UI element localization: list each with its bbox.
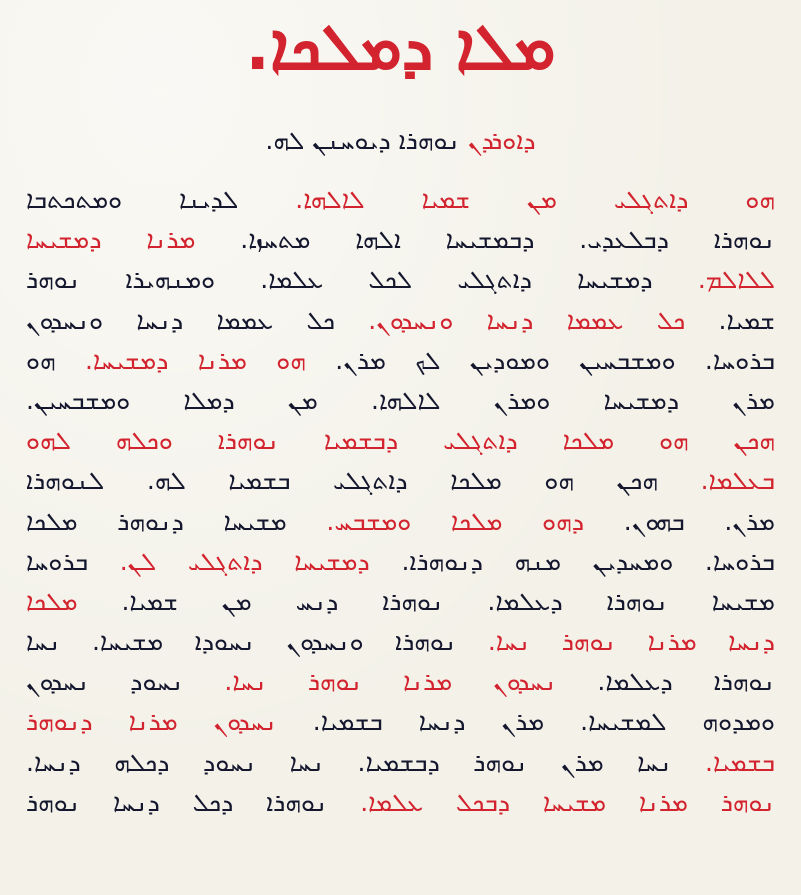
text-line — [26, 341, 775, 381]
text-line — [26, 381, 775, 421]
text-line — [26, 783, 775, 823]
rubric-segment: ܟܠ ܥܡܡܐ ܕܢܚܐ ܘܢܚܕܘܢ. — [368, 305, 686, 335]
text-line — [26, 582, 775, 622]
subtitle-rubric: ܕܐܘܪܕܢ — [467, 126, 536, 155]
text-segment: ܢܚܐ ܡܪܢ ܢܘܗܪ ܕܒܫܡܝܐ. ܢܚܐ ܢܚܘܕ ܕܟܠܗ ܕܢܚܐ. — [26, 747, 672, 777]
text-line — [26, 743, 775, 783]
text-segment: ܠܕܝܢܐ ܘܡܬܟܬܒܐ — [26, 185, 239, 214]
text-segment: ܢܚܘܕ ܢܚܕܘܢ — [26, 667, 184, 697]
rubric-segment: ܢܚܕܘܢ ܡܪܢܐ ܕܢܘܗܪ — [26, 707, 277, 737]
text-segment: ܒܪܘܚܐ. ܘܡܫܒܚܝܢ ܘܡܘܕܝܢ ܠܟ ܡܪܢ. — [335, 345, 775, 375]
text-segment: ܢܘܗܪܐ ܕܟܠ ܕܢܚܐ ܢܘܗܪ — [26, 787, 328, 817]
text-line — [26, 301, 775, 341]
rubric-segment: ܡܠܟܐ — [26, 586, 78, 616]
text-segment: ܢܘܗܪܐ ܕܒܠܥܕܝ. ܕܒܡܫܝܚܐ ܐܠܗܐ ܡܬܚܙܐ. — [240, 225, 775, 255]
text-segment: ܢܘܗܪܐ ܕܥܠܡܐ. — [597, 667, 775, 697]
text-segment: ܢܘܗܪܐ ܘܢܚܕܘܢ ܢܚܘܕܐ ܡܫܝܚܐ. ܢܚܐ — [26, 627, 457, 657]
subtitle-text: ܢܘܗܪܐ ܕܝܘܚܢܢ ܠܗ. — [265, 126, 460, 155]
text-segment: ܡܫܝܚܐ ܕܢܘܗܪ ܡܠܟܐ — [26, 506, 287, 536]
rubric-segment: ܢܚܕܘܢ ܡܪܢܐ ܢܘܗܪ ܢܚܐ. — [224, 667, 557, 697]
text-line — [26, 622, 775, 662]
text-line — [26, 662, 775, 702]
text-body — [26, 180, 775, 823]
text-line — [26, 461, 775, 501]
text-segment: ܫܡܝܐ. — [718, 305, 775, 335]
rubric-segment: ܒܫܡܝܐ. — [705, 747, 775, 777]
rubric-segment: ܠܠܐܠܡ. — [697, 265, 775, 295]
text-segment: ܘܡܕܘܗ ܠܡܫܝܚܐ. ܡܪܢ ܕܢܚܐ ܒܫܡܝܐ. — [312, 707, 775, 737]
text-segment: ܒܪܘܚܐ — [26, 546, 89, 576]
rubric-segment: ܒܥܠܡܐ. — [700, 466, 775, 496]
text-line — [26, 180, 775, 220]
page-title: ܡܠܐ ܕܡܠܟܐ. — [245, 11, 556, 85]
text-segment: ܡܪܢ ܕܡܫܝܚܐ ܘܡܪܢ ܠܐܠܗܐ. ܡܢ ܕܡܠܐ ܘܡܫܒܚܝܢ. — [26, 385, 775, 415]
rubric-segment: ܢܘܗܪ ܡܪܢܐ ܡܫܝܚܐ ܕܒܟܠ ܥܠܡܐ. — [360, 787, 775, 817]
text-segment: ܡܪܢ. ܒܗܘܢ. — [623, 506, 775, 536]
rubric-segment: ܕܡܫܝܚܐ ܕܐܬܓܠܝ ܠܢ. — [119, 546, 370, 576]
text-line — [26, 220, 775, 260]
text-segment: ܗܘ — [26, 345, 56, 375]
text-line — [26, 502, 775, 542]
rubric-segment: ܗܘ ܡܪܢܐ ܕܡܫܝܚܐ. — [84, 345, 306, 375]
text-segment: ܗܟܢ ܗܘ ܡܠܟܐ ܕܐܬܓܠܝ ܒܫܡܝܐ ܠܗ. ܠܢܘܗܪܐ — [26, 466, 658, 496]
text-segment: ܒܪܘܚܐ. ܘܡܚܕܝܢ ܡܢܗ ܕܢܘܗܪܐ. — [401, 546, 775, 576]
rubric-segment: ܗܟܢ ܗܘ ܡܠܟܐ ܕܐܬܓܠܝ ܕܒܫܡܝܐ ܢܘܗܪܐ ܘܟܠܗ ܠܗܘ — [26, 426, 775, 456]
text-segment: ܟܠ ܥܡܡܐ ܕܢܚܐ ܘܢܚܕܘܢ — [26, 305, 335, 335]
subtitle — [0, 124, 801, 158]
text-line — [26, 421, 775, 461]
rubric-segment: ܕܢܚܐ ܡܪܢܐ ܢܘܗܪ ܢܚܐ. — [487, 627, 775, 657]
text-segment: ܡܫܝܚܐ ܢܘܗܪܐ ܕܥܠܡܐ. ܢܘܗܪܐ ܕܢܚ ܡܢ ܫܡܝܐ. — [121, 586, 775, 616]
text-segment: ܕܡܫܝܚܐ ܕܐܬܓܠܝ ܠܟܠ ܥܠܡܐ. ܘܡܢܗܝܪܐ ܢܘܗܪ — [26, 265, 653, 295]
text-line — [26, 702, 775, 742]
text-line — [26, 542, 775, 582]
text-line — [26, 260, 775, 300]
rubric-segment: ܡܪܢܐ ܕܡܫܝܚܐ — [26, 225, 196, 255]
rubric-segment: ܕܗܘ ܡܠܟܐ ܘܡܫܒܚ. — [326, 506, 585, 536]
rubric-segment: ܗܘ ܕܐܬܓܠܝ ܡܢ ܫܡܝܐ ܠܐܠܗܐ. — [295, 185, 775, 214]
